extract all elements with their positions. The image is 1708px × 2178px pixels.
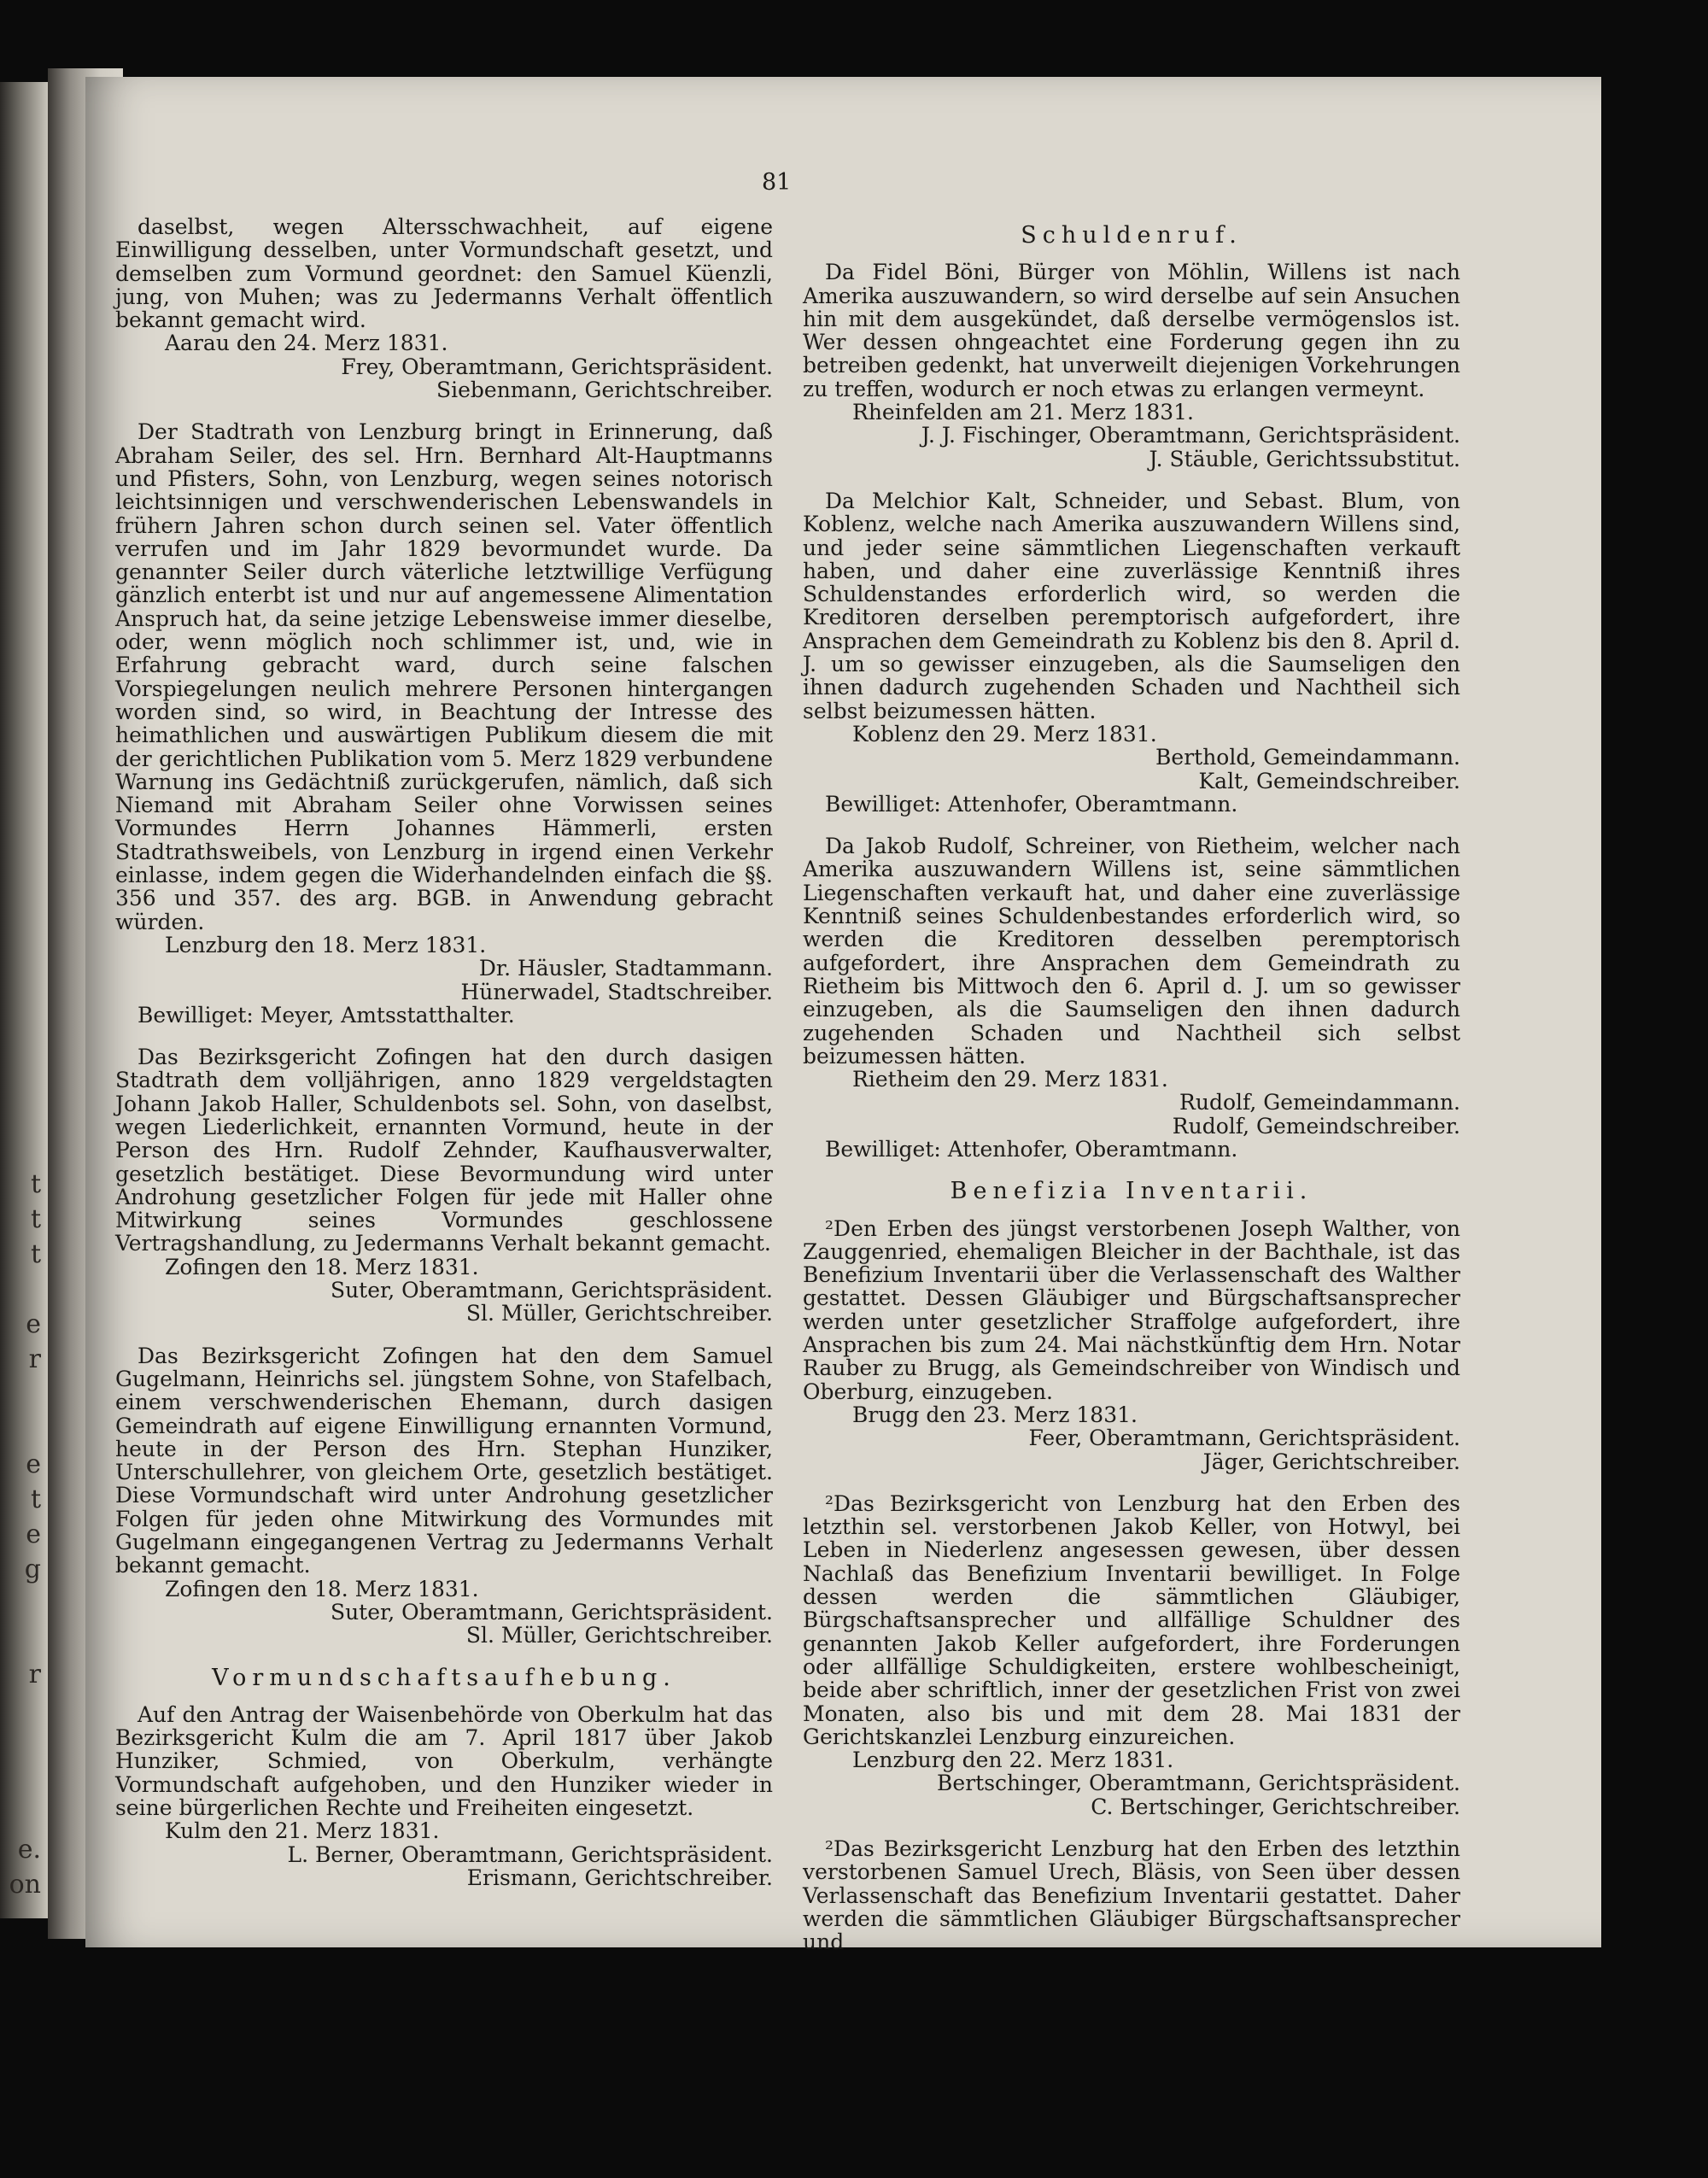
left-edge-fragment: e <box>26 1519 41 1549</box>
left-edge-fragment: r <box>28 1344 41 1374</box>
left-edge-fragment: t <box>30 1169 41 1199</box>
notice-text: Da Jakob Rudolf, Schreiner, von Rietheim, welcher nach Amerika auszuwandern Willens ist, seine sämmtlichen Liegenschaften verkauft hat, und daher eine zuverlässige Kenntniß seines Schuldenbestandes erforderlich wird, so werden die Kreditoren desselben peremptorisch aufgefordert, ihre Ansprachen dem Gemeindrath zu Rietheim bis Mittwoch den 6. April d. J. um so gewisser einzugeben, als die Saumseligen den ihnen dadurch zugehenden Schaden und Nachtheil sich selbst beizumessen hätten. <box>803 834 1460 1069</box>
notice-text: Der Stadtrath von Lenzburg bringt in Erinnerung, daß Abraham Seiler, des sel. Hrn. Bernhard Alt-Hauptmanns und Pfisters, Sohn, von Lenzburg, wegen seines notorisch leichtsinnigen und verschwenderischen Lebenswandels in frühern Jahren schon durch seinen sel. Vater öffentlich verrufen und im Jahr 1829 bevormundet wurde. Da genannter Seiler durch väterliche letztwillige Verfügung gänzlich enterbt ist und nur auf angemessene Alimentation Anspruch hat, da seine jetzige Lebensweise immer dieselbe, oder, wenn möglich noch schlimmer ist, und, wie in Erfahrung gebracht ward, durch seine falschen Vorspiegelungen neulich mehrere Personen hintergangen worden sind, so wird, in Beachtung der Intresse des heimathlichen und auswärtigen Publikum diesem die mit der gerichtlichen Publikation vom 5. Merz 1829 verbundene Warnung ins Gedächtniß zurückgerufen, nämlich, daß sich Niemand mit Abraham Seiler ohne Vorwissen seines Vormundes Herrn Johannes Hämmerli, ersten Stadtrathsweibels, von Lenzburg in irgend einen Verkehr einlasse, indem gegen die Widerhandelnden einfach die §§. 356 und 357. des arg. BGB. in Anwendung gebracht würden. <box>115 419 773 934</box>
left-edge-fragment <box>0 1622 41 1657</box>
notice-signature: Siebenmann, Gerichtschreiber. <box>436 378 773 403</box>
notice-signature: Rudolf, Gemeindammann. <box>1179 1090 1460 1115</box>
notice-text: Da Fidel Böni, Bürger von Möhlin, Willens ist nach Amerika auszuwandern, so wird derselbe auf sein Ansuchen hin mit dem ausgekündet, daß derselbe vermögenslos ist. Wer dessen ohngeachtet eine Forderung gegen ihn zu betreiben gedenkt, hat unverweilt diejenigen Vorkehrungen zu treffen, wodurch er noch etwas zu erlangen vermeynt. <box>803 260 1460 401</box>
notice <box>115 215 773 401</box>
left-edge-fragment: on <box>9 1870 41 1900</box>
notice-text: Da Melchior Kalt, Schneider, und Sebast. Blum, von Koblenz, welche nach Amerika auszuwandern Willens sind, und jeder seine sämmtlichen Liegenschaften verkauft haben, und daher eine zuverlässige Kenntniß ihres Schuldenstandes erforderlich wird, so werden die Kreditoren derselben peremptorisch aufgefordert, ihre Ansprachen dem Gemeindrath zu Koblenz bis den 8. April d. J. um so gewisser einzugeben, als die Saumseligen den ihnen dadurch zugehenden Schaden und Nachtheil sich selbst beizumessen hätten. <box>803 488 1460 723</box>
left-edge-fragment <box>0 1692 41 1727</box>
notice-signature: J. Stäuble, Gerichtssubstitut. <box>1149 446 1460 471</box>
notice-signature: C. Bertschinger, Gerichtschreiber. <box>1091 1794 1460 1819</box>
notice <box>803 834 1460 1161</box>
notice-signature: J. J. Fischinger, Oberamtmann, Gerichtspräsident. <box>921 423 1460 448</box>
left-edge-fragment <box>0 1762 41 1797</box>
section-heading: Benefizia Inventarii. <box>950 1178 1313 1205</box>
notice-text: Das Bezirksgericht Zofingen hat den durch dasigen Stadtrath dem volljährigen, anno 1829 vergeldstagten Johann Jakob Haller, Schuldenbots sel. Sohn, von daselbst, wegen Liederlichkeit, ernannten Vormund, heute in der Person des Hrn. Rudolf Zehnder, Kaufhausverwalter, gesetzlich bestätiget. Diese Bevormundung wird unter Androhung gesetzlicher Folgen für jede mit Haller ohne Mitwirkung seines Vormundes geschlossene Vertragshandlung, zu Jedermanns Verhalt bekannt gemacht. <box>115 1045 773 1256</box>
left-edge-fragment: t <box>30 1484 41 1514</box>
notice <box>803 1492 1460 1818</box>
left-edge-fragments <box>0 1167 41 1902</box>
left-edge-fragment: e <box>26 1449 41 1479</box>
notice-signature: Sl. Müller, Gerichtschreiber. <box>465 1301 773 1326</box>
notice-date: Aarau den 24. Merz 1831. <box>165 331 448 356</box>
notice-signature: Bertschinger, Oberamtmann, Gerichtspräsident. <box>937 1771 1460 1796</box>
notice-text: Auf den Antrag der Waisenbehörde von Oberkulm hat das Bezirksgericht Kulm die am 7. April 1817 über Jakob Hunziker, Schmied, von Oberkulm, verhängte Vormundschaft aufgehoben, und den Hunziker wieder in seine bürgerlichen Rechte und Freiheiten eingesetzt. <box>115 1701 773 1820</box>
notice <box>115 1344 773 1648</box>
left-edge-fragment: e. <box>17 1835 41 1865</box>
notice-text: daselbst, wegen Altersschwachheit, auf eigene Einwilligung desselben, unter Vormundschaft gesetzt, und demselben zum Vormund geordnet: den Samuel Küenzli, jung, von Muhen; was zu Jedermanns Verhalt öffentlich bekannt gemacht wird. <box>115 214 773 333</box>
left-edge-fragment: r <box>28 1660 41 1689</box>
notice-date: Rietheim den 29. Merz 1831. <box>852 1067 1168 1092</box>
notice-signature: Dr. Häusler, Stadtammann. <box>478 956 773 981</box>
left-edge-fragment <box>0 1272 41 1307</box>
notice-approval: Bewilliget: Attenhofer, Oberamtmann. <box>825 1136 1238 1162</box>
left-page-edge <box>0 82 48 1918</box>
notice-signature: Suter, Oberamtmann, Gerichtspräsident. <box>330 1278 773 1303</box>
notice-date: Lenzburg den 18. Merz 1831. <box>165 932 487 957</box>
left-edge-fragment <box>0 1797 41 1832</box>
page-number: 81 <box>762 169 792 196</box>
left-column <box>115 215 773 1908</box>
notice-signature: Berthold, Gemeindammann. <box>1155 745 1460 770</box>
left-edge-fragment: e <box>26 1309 41 1339</box>
notice-date: Zofingen den 18. Merz 1831. <box>165 1576 479 1601</box>
left-edge-fragment <box>0 1587 41 1622</box>
notice-signature: Jäger, Gerichtschreiber. <box>1202 1449 1460 1474</box>
section-heading: Vormundschaftsaufhebung. <box>212 1664 676 1691</box>
notice-date: Kulm den 21. Merz 1831. <box>165 1818 440 1844</box>
notice-signature: Suter, Oberamtmann, Gerichtspräsident. <box>330 1599 773 1625</box>
right-column <box>803 215 1460 1972</box>
notice-signature: Erismann, Gerichtschreiber. <box>466 1865 773 1890</box>
notice <box>803 1217 1460 1473</box>
notice-approval: Bewilliget: Attenhofer, Oberamtmann. <box>825 791 1238 817</box>
notice-signature: Feer, Oberamtmann, Gerichtspräsident. <box>1028 1426 1460 1451</box>
notice <box>115 1045 773 1326</box>
notice-signature: Hünerwadel, Stadtschreiber. <box>460 979 773 1004</box>
notice-date: Brugg den 23. Merz 1831. <box>852 1402 1138 1427</box>
section-heading: Schuldenruf. <box>1021 222 1243 249</box>
left-edge-fragment: t <box>30 1204 41 1234</box>
notice-signature: Rudolf, Gemeindschreiber. <box>1172 1113 1460 1139</box>
notice <box>803 261 1460 471</box>
notice <box>115 1703 773 1889</box>
notice-date: Lenzburg den 22. Merz 1831. <box>852 1748 1174 1773</box>
notice-date: Rheinfelden am 21. Merz 1831. <box>852 400 1194 425</box>
notice-signature: Frey, Oberamtmann, Gerichtspräsident. <box>341 354 773 379</box>
left-edge-fragment: g <box>24 1554 41 1584</box>
notice-signature: Sl. Müller, Gerichtschreiber. <box>465 1623 773 1648</box>
left-edge-fragment <box>0 1412 41 1447</box>
notice <box>115 420 773 1027</box>
notice-text: ²Den Erben des jüngst verstorbenen Joseph Walther, von Zauggenried, ehemaligen Bleicher in der Bachthale, ist das Benefizium Inventarii über die Verlassenschaft des Walther gestattet. Dessen Gläubiger und Bürgschaftsansprecher werden unter gesetzlicher Straffolge aufgefordert, ihre Ansprachen bis zum 24. Mai nächstkünftig dem Hrn. Notar Rauber zu Brugg, als Gemeindschreiber von Windisch und Oberburg, einzugeben. <box>803 1215 1460 1404</box>
left-edge-fragment <box>0 1377 41 1412</box>
notice-date: Koblenz den 29. Merz 1831. <box>852 721 1157 746</box>
left-edge-fragment: t <box>30 1239 41 1269</box>
notice-signature: L. Berner, Oberamtmann, Gerichtspräsident. <box>287 1841 773 1867</box>
notice <box>803 489 1460 816</box>
left-edge-fragment <box>0 1727 41 1762</box>
notice-text: ²Das Bezirksgericht von Lenzburg hat den Erben des letzthin sel. verstorbenen Jakob Keller, von Hotwyl, bei Leben in Niederlenz angesessen gewesen, über dessen Nachlaß das Benefizium Inventarii bewilliget. In Folge dessen werden die sämmtlichen Gläubiger, Bürgschaftsansprecher und allfällige Schuldner des genannten Jakob Keller aufgefordert, ihre Forderungen oder allfällige Schuldigkeiten, erstere wohlbescheinigt, beide aber schriftlich, inner der gesetzlichen Frist von zwei Monaten, also bis und mit dem 28. Mai 1831 der Gerichtskanzlei Lenzburg einzureichen. <box>803 1490 1460 1749</box>
notice-text: Das Bezirksgericht Zofingen hat den dem Samuel Gugelmann, Heinrichs sel. jüngstem Sohne, von Stafelbach, einem verschwenderischen Ehemann, durch dasigen Gemeindrath auf eigene Einwilligung ernannten Vormund, heute in der Person des Hrn. Stephan Hunziker, Unterschullehrer, von gleichem Orte, gesetzlich bestätiget. Diese Vormundschaft wird unter Androhung gesetzlicher Folgen für jeden ohne Mitwirkung des Vormundes mit Gugelmann eingegangenen Vertrag zu Jedermanns Verhalt bekannt gemacht. <box>115 1343 773 1578</box>
notice-approval: Bewilliget: Meyer, Amtsstatthalter. <box>137 1002 515 1028</box>
notice-signature: Kalt, Gemeindschreiber. <box>1198 768 1460 793</box>
notice <box>803 1837 1460 1953</box>
notice-date: Zofingen den 18. Merz 1831. <box>165 1254 479 1279</box>
notice-text: ²Das Bezirksgericht Lenzburg hat den Erben des letzthin verstorbenen Samuel Urech, Bläsis, von Seen über dessen Verlassenschaft das Benefizium Inventarii gestattet. Daher werden die sämmtlichen Gläubiger Bürgschaftsansprecher und <box>803 1836 1460 1955</box>
